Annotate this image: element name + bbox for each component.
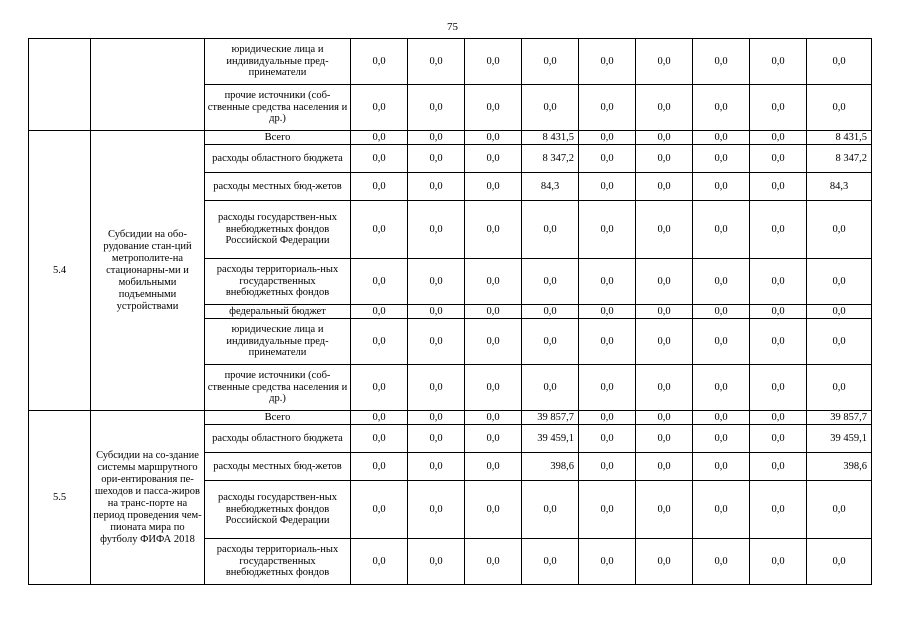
item-description: Субсидии на со-здание системы маршрутного ори-ентирования пе-шеходов и пасса-жиров на транс-порте на период проведения чем-пионата мира по футболу ФИФА 2018 <box>91 411 205 585</box>
value-cell: 0,0 <box>408 305 465 319</box>
funding-source-label: расходы областного бюджета <box>205 145 351 173</box>
value-cell: 0,0 <box>408 425 465 453</box>
value-cell: 0,0 <box>693 425 750 453</box>
value-cell: 0,0 <box>636 85 693 131</box>
value-cell: 0,0 <box>408 173 465 201</box>
value-cell: 0,0 <box>636 319 693 365</box>
value-cell: 0,0 <box>579 85 636 131</box>
value-cell: 0,0 <box>807 539 872 585</box>
value-cell: 0,0 <box>693 39 750 85</box>
value-cell: 0,0 <box>351 539 408 585</box>
value-cell: 0,0 <box>807 85 872 131</box>
value-cell: 0,0 <box>351 259 408 305</box>
value-cell: 0,0 <box>579 481 636 539</box>
value-cell: 0,0 <box>693 173 750 201</box>
value-cell: 0,0 <box>693 305 750 319</box>
value-cell: 0,0 <box>579 453 636 481</box>
funding-source-label: расходы территориаль-ных государственных внебюджетных фондов <box>205 259 351 305</box>
value-cell: 0,0 <box>750 453 807 481</box>
value-cell: 0,0 <box>636 411 693 425</box>
value-cell: 0,0 <box>693 539 750 585</box>
value-cell: 0,0 <box>522 319 579 365</box>
value-cell: 0,0 <box>807 481 872 539</box>
funding-source-label: расходы территориаль-ных государственных внебюджетных фондов <box>205 539 351 585</box>
value-cell: 0,0 <box>465 85 522 131</box>
value-cell: 0,0 <box>579 305 636 319</box>
value-cell: 0,0 <box>750 39 807 85</box>
value-cell: 0,0 <box>351 173 408 201</box>
item-description: Субсидии на обо-рудование стан-ций метрополите-на стационарны-ми и мобильными подъемными устройствами <box>91 131 205 411</box>
funding-source-label: юридические лица и индивидуальные пред-принематели <box>205 319 351 365</box>
value-cell: 0,0 <box>636 145 693 173</box>
value-cell: 0,0 <box>579 39 636 85</box>
value-cell: 0,0 <box>693 145 750 173</box>
funding-source-label: юридические лица и индивидуальные пред-принематели <box>205 39 351 85</box>
value-cell: 0,0 <box>522 259 579 305</box>
value-cell: 0,0 <box>636 481 693 539</box>
value-cell: 398,6 <box>807 453 872 481</box>
value-cell: 0,0 <box>693 201 750 259</box>
value-cell: 0,0 <box>579 201 636 259</box>
value-cell: 0,0 <box>750 259 807 305</box>
value-cell: 0,0 <box>522 481 579 539</box>
value-cell: 0,0 <box>579 131 636 145</box>
value-cell: 0,0 <box>579 259 636 305</box>
value-cell: 0,0 <box>579 319 636 365</box>
value-cell: 0,0 <box>750 411 807 425</box>
value-cell: 0,0 <box>693 481 750 539</box>
value-cell: 39 459,1 <box>807 425 872 453</box>
table-row <box>29 411 872 425</box>
value-cell: 0,0 <box>750 425 807 453</box>
value-cell: 0,0 <box>465 365 522 411</box>
value-cell: 0,0 <box>807 365 872 411</box>
value-cell: 0,0 <box>579 425 636 453</box>
value-cell: 0,0 <box>807 319 872 365</box>
value-cell: 0,0 <box>408 365 465 411</box>
value-cell: 0,0 <box>636 305 693 319</box>
value-cell: 0,0 <box>465 425 522 453</box>
value-cell: 0,0 <box>465 453 522 481</box>
value-cell: 0,0 <box>408 259 465 305</box>
value-cell: 0,0 <box>465 411 522 425</box>
value-cell: 8 347,2 <box>522 145 579 173</box>
funding-source-label: прочие источники (соб-ственные средства населения и др.) <box>205 365 351 411</box>
value-cell: 0,0 <box>465 319 522 365</box>
item-number: 5.5 <box>29 411 91 585</box>
value-cell: 0,0 <box>522 365 579 411</box>
empty-number-cell <box>29 39 91 131</box>
page-number: 75 <box>447 21 458 33</box>
value-cell: 0,0 <box>465 39 522 85</box>
value-cell: 0,0 <box>636 453 693 481</box>
value-cell: 0,0 <box>351 39 408 85</box>
funding-source-label: расходы государствен-ных внебюджетных фондов Российской Федерации <box>205 481 351 539</box>
value-cell: 0,0 <box>693 365 750 411</box>
value-cell: 0,0 <box>807 305 872 319</box>
value-cell: 0,0 <box>522 539 579 585</box>
value-cell: 0,0 <box>750 131 807 145</box>
value-cell: 0,0 <box>351 365 408 411</box>
value-cell: 0,0 <box>750 539 807 585</box>
value-cell: 0,0 <box>750 85 807 131</box>
value-cell: 8 431,5 <box>522 131 579 145</box>
value-cell: 0,0 <box>351 319 408 365</box>
value-cell: 39 459,1 <box>522 425 579 453</box>
item-number: 5.4 <box>29 131 91 411</box>
value-cell: 0,0 <box>351 411 408 425</box>
value-cell: 0,0 <box>408 201 465 259</box>
value-cell: 0,0 <box>693 319 750 365</box>
value-cell: 0,0 <box>351 453 408 481</box>
funding-source-label: расходы местных бюд-жетов <box>205 173 351 201</box>
value-cell: 0,0 <box>693 453 750 481</box>
value-cell: 0,0 <box>465 259 522 305</box>
value-cell: 0,0 <box>579 365 636 411</box>
value-cell: 0,0 <box>750 145 807 173</box>
value-cell: 0,0 <box>807 201 872 259</box>
value-cell: 0,0 <box>408 481 465 539</box>
value-cell: 0,0 <box>465 201 522 259</box>
value-cell: 0,0 <box>693 85 750 131</box>
value-cell: 0,0 <box>351 131 408 145</box>
value-cell: 0,0 <box>351 305 408 319</box>
value-cell: 0,0 <box>408 453 465 481</box>
value-cell: 0,0 <box>693 259 750 305</box>
value-cell: 0,0 <box>408 39 465 85</box>
value-cell: 0,0 <box>465 131 522 145</box>
value-cell: 0,0 <box>522 85 579 131</box>
value-cell: 84,3 <box>807 173 872 201</box>
value-cell: 0,0 <box>408 411 465 425</box>
value-cell: 0,0 <box>522 39 579 85</box>
value-cell: 0,0 <box>351 201 408 259</box>
value-cell: 0,0 <box>351 481 408 539</box>
value-cell: 0,0 <box>636 259 693 305</box>
value-cell: 0,0 <box>408 145 465 173</box>
value-cell: 0,0 <box>693 131 750 145</box>
value-cell: 0,0 <box>465 539 522 585</box>
value-cell: 0,0 <box>351 145 408 173</box>
value-cell: 39 857,7 <box>807 411 872 425</box>
value-cell: 0,0 <box>522 305 579 319</box>
value-cell: 0,0 <box>750 481 807 539</box>
funding-source-label: расходы областного бюджета <box>205 425 351 453</box>
value-cell: 39 857,7 <box>522 411 579 425</box>
value-cell: 0,0 <box>636 39 693 85</box>
funding-source-label: расходы местных бюд-жетов <box>205 453 351 481</box>
value-cell: 0,0 <box>579 539 636 585</box>
value-cell: 0,0 <box>750 319 807 365</box>
value-cell: 0,0 <box>351 425 408 453</box>
value-cell: 0,0 <box>807 259 872 305</box>
value-cell: 0,0 <box>351 85 408 131</box>
value-cell: 0,0 <box>636 201 693 259</box>
value-cell: 0,0 <box>636 365 693 411</box>
value-cell: 0,0 <box>408 539 465 585</box>
value-cell: 8 431,5 <box>807 131 872 145</box>
value-cell: 0,0 <box>693 411 750 425</box>
value-cell: 0,0 <box>750 365 807 411</box>
value-cell: 0,0 <box>636 425 693 453</box>
value-cell: 0,0 <box>636 131 693 145</box>
value-cell: 0,0 <box>579 411 636 425</box>
value-cell: 0,0 <box>807 39 872 85</box>
value-cell: 0,0 <box>579 145 636 173</box>
value-cell: 84,3 <box>522 173 579 201</box>
value-cell: 0,0 <box>750 173 807 201</box>
value-cell: 0,0 <box>408 131 465 145</box>
value-cell: 0,0 <box>522 201 579 259</box>
funding-source-label: Всего <box>205 411 351 425</box>
table-row <box>29 39 872 85</box>
value-cell: 0,0 <box>636 539 693 585</box>
value-cell: 0,0 <box>408 319 465 365</box>
empty-description-cell <box>91 39 205 131</box>
funding-source-label: федеральный бюджет <box>205 305 351 319</box>
value-cell: 0,0 <box>636 173 693 201</box>
value-cell: 0,0 <box>750 305 807 319</box>
value-cell: 0,0 <box>465 173 522 201</box>
table-row <box>29 131 872 145</box>
value-cell: 0,0 <box>750 201 807 259</box>
value-cell: 0,0 <box>465 305 522 319</box>
value-cell: 0,0 <box>465 481 522 539</box>
value-cell: 8 347,2 <box>807 145 872 173</box>
value-cell: 0,0 <box>408 85 465 131</box>
funding-source-label: прочие источники (соб-ственные средства населения и др.) <box>205 85 351 131</box>
budget-table <box>28 38 872 585</box>
value-cell: 0,0 <box>465 145 522 173</box>
funding-source-label: Всего <box>205 131 351 145</box>
value-cell: 398,6 <box>522 453 579 481</box>
funding-source-label: расходы государствен-ных внебюджетных фондов Российской Федерации <box>205 201 351 259</box>
value-cell: 0,0 <box>579 173 636 201</box>
